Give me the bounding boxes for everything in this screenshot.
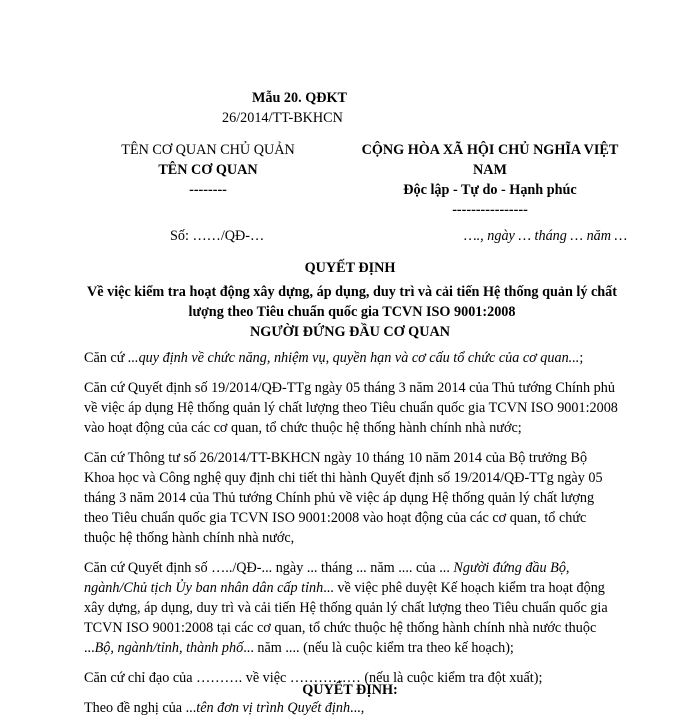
p4-b: Người đứng đầu Bộ, ngành/Chủ tịch Ủy ban nhân dân cấp tỉnh	[84, 560, 570, 596]
national-header	[354, 140, 626, 220]
nation-line-2: NAM	[473, 162, 507, 178]
agency-parent: TÊN CƠ QUAN CHỦ QUẢN	[121, 142, 295, 158]
nation-line-1: CỘNG HÒA XÃ HỘI CHỦ NGHĨA VIỆT	[361, 142, 619, 158]
paragraph-1	[84, 348, 620, 368]
p6-prefix: Theo đề nghị của ...	[84, 700, 197, 716]
document-number: Số: ……/QĐ-…	[170, 228, 265, 244]
p4-d: Bộ, ngành/tỉnh, thành phố	[94, 640, 244, 656]
document-type-title: QUYẾT ĐỊNH	[304, 260, 396, 276]
p4-a: Căn cứ Quyết định số …../QĐ-... ngày ... tháng ... năm .... của ...	[84, 560, 454, 576]
paragraph-4	[84, 558, 620, 658]
p1-prefix: Căn cứ	[84, 350, 128, 366]
p6-italic: tên đơn vị trình Quyết định	[196, 700, 351, 716]
p4-e: ... năm .... (nếu là cuộc kiểm tra theo kế hoạch);	[243, 640, 514, 656]
p4-c: ... về việc phê duyệt Kế hoạch kiểm tra hoạt động xây dựng, áp dụng, duy trì và cải tiến Hệ thống quản lý chất lượng theo Tiêu chuẩn quốc gia TCVN ISO 9001:2008 tại các cơ quan, tổ chức thuộc hệ thống hành chính nhà nước thuộc ...	[84, 580, 608, 656]
document-subject	[84, 282, 620, 322]
motto: Độc lập - Tự do - Hạnh phúc	[403, 182, 577, 198]
p6-suffix: ...,	[350, 700, 365, 716]
decision-heading: QUYẾT ĐỊNH:	[302, 682, 398, 698]
subject-line-2: lượng theo Tiêu chuẩn quốc gia TCVN ISO 9001:2008	[188, 304, 516, 320]
subject-line-1: Về việc kiểm tra hoạt động xây dựng, áp dụng, duy trì và cải tiến Hệ thống quản lý chất	[87, 284, 617, 300]
paragraph-5: Căn cứ chỉ đạo của ………. về việc …………… (nếu là cuộc kiểm tra đột xuất);	[84, 670, 543, 686]
circular-reference: 26/2014/TT-BKHCN	[222, 110, 343, 126]
paragraph-2: Căn cứ Quyết định số 19/2014/QĐ-TTg ngày 05 tháng 3 năm 2014 của Thủ tướng Chính phủ về việc áp dụng Hệ thống quản lý chất lượng theo Tiêu chuẩn quốc gia TCVN ISO 9001:2008 vào hoạt động của các cơ quan, tổ chức thuộc hệ thống hành chính nhà nước;	[84, 380, 618, 436]
form-code: Mẫu 20. QĐKT	[252, 90, 347, 106]
p1-italic: ...quy định về chức năng, nhiệm vụ, quyền hạn và cơ cấu tổ chức của cơ quan...	[127, 350, 580, 366]
p1-suffix: ;	[579, 350, 584, 366]
date-place: …., ngày … tháng … năm …	[464, 228, 628, 244]
paragraph-3: Căn cứ Thông tư số 26/2014/TT-BKHCN ngày 10 tháng 10 năm 2014 của Bộ trưởng Bộ Khoa học và Công nghệ quy định chi tiết thi hành Quyết định số 19/2014/QĐ-TTg ngày 05 tháng 3 năm 2014 của Thủ tướng Chính phủ về việc áp dụng Hệ thống quản lý chất lượng theo Tiêu chuẩn quốc gia TCVN ISO 9001:2008 vào hoạt động của các cơ quan, tổ chức thuộc hệ thống hành chính nhà nước,	[84, 450, 603, 546]
paragraph-6	[84, 698, 620, 718]
motto-rule: ----------------	[452, 202, 528, 218]
authority-title: NGƯỜI ĐỨNG ĐẦU CƠ QUAN	[250, 324, 450, 340]
agency-rule: --------	[189, 182, 227, 198]
document-body	[84, 348, 620, 728]
agency-block	[108, 140, 308, 200]
agency-name: TÊN CƠ QUAN	[158, 162, 258, 178]
